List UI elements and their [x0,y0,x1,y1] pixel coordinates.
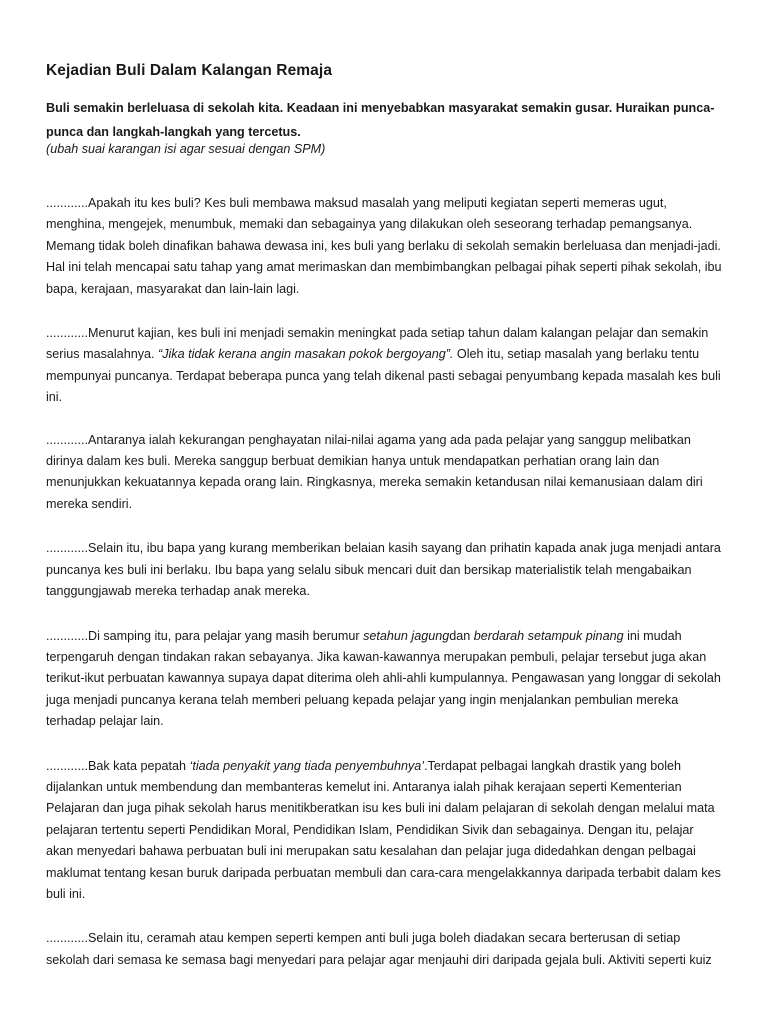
paragraph [46,193,724,300]
idiom-phrase: berdarah setampuk pinang [473,628,624,643]
paragraph-text: ............Menurut kajian, kes buli ini menjadi semakin meningkat pada setiap tahun dalam kalangan pelajar dan semakin serius masalahnya. [46,326,709,362]
essay-body [46,193,724,994]
paragraph [46,430,724,516]
paragraph-text: ............Di samping itu, para pelajar yang masih berumur [46,628,364,643]
idiom-phrase: setahun jagung [363,628,450,643]
paragraph-text: .Terdapat pelbagai langkah drastik yang boleh dijalankan untuk membendung dan membanteras kemelut ini. Antaranya ialah pihak kerajaan seperti Kementerian Pelajaran dan juga pihak sekolah harus menitikberatkan isu kes buli ini dalam pelajaran di sekolah dengan melalui mata pelajaran tertentu seperti Pendidikan Moral, Pendidikan Islam, Pendidikan Sivik dan sebagainya. Dengan itu, pelajar akan menyedari bahawa perbuatan buli ini merupakan satu kesalahan dan pelajar juga didedahkan dengan pelbagai maklumat tentang kesan buruk daripada perbuatan membuli dan cara-cara mengelakkannya daripada terbabit dalam kes buli ini. [46,758,721,901]
paragraph-text: ............Bak kata pepatah [46,758,190,773]
paragraph-text: ............Selain itu, ceramah atau kempen seperti kempen anti buli juga boleh diadakan secara berterusan di setiap sekolah dari semasa ke semasa bagi menyedari para pelajar agar menjauhi diri daripada gejala buli. Aktiviti seperti kuiz [46,931,712,967]
paragraph-text: ini mudah terpengaruh dengan tindakan rakan sebayanya. Jika kawan-kawannya merupakan pembuli, pelajar tersebut juga akan terikut-ikut perbuatan kawannya supaya dapat diterima oleh ahli-ahli kumpulannya. Pengawasan yang longgar di sekolah juga menjadi puncanya kerana telah memberi peluang kepada pelajar yang ingin menjalankan pembulian mereka terhadap pelajar lain. [46,628,721,729]
paragraph-text: ............Antaranya ialah kekurangan penghayatan nilai-nilai agama yang ada pada pelajar yang sanggup melibatkan dirinya dalam kes buli. Mereka sanggup berbuat demikian hanya untuk mendapatkan perhatian orang lain dan menunjukkan kekuatannya kepada orang lain. Ringkasnya, mereka semakin ketandusan nilai kemanusiaan dalam diri mereka sendiri. [46,432,703,511]
paragraph [46,626,724,733]
paragraph [46,538,724,602]
essay-question: Buli semakin berleluasa di sekolah kita. Keadaan ini menyebabkan masyarakat semakin gusar. Huraikan punca-punca dan langkah-langkah yang tercetus. [46,101,715,139]
adaptation-note: (ubah suai karangan isi agar sesuai dengan SPM) [46,142,326,156]
paragraph [46,323,724,409]
paragraph [46,756,724,906]
paragraph-text: Oleh itu, setiap masalah yang berlaku tentu mempunyai puncanya. Terdapat beberapa punca yang telah dikenal pasti sebagai penyumbang kepada masalah kes buli ini. [46,347,721,405]
document-title: Kejadian Buli Dalam Kalangan Remaja [46,62,333,79]
proverb-quote: “Jika tidak kerana angin masakan pokok bergoyang”. [158,347,454,362]
paragraph-text: ............Selain itu, ibu bapa yang kurang memberikan belaian kasih sayang dan prihatin kapada anak juga menjadi antara puncanya kes buli ini berlaku. Ibu bapa yang selalu sibuk mencari duit dan bersikap materialistik telah mengabaikan tanggungjawab mereka terhadap anak mereka. [46,541,721,599]
paragraph-text: dan [449,628,474,643]
paragraph [46,928,724,971]
proverb-quote: ‘tiada penyakit yang tiada penyembuhnya’ [189,758,425,773]
paragraph-text: ............Apakah itu kes buli? Kes buli membawa maksud masalah yang meliputi kegiatan seperti memeras ugut, menghina, mengejek, menumbuk, memaki dan sebagainya yang dilakukan oleh seseorang terhadap pemangsanya. Memang tidak boleh dinafikan bahawa dewasa ini, kes buli yang berlaku di sekolah semakin berleluasa dan menjadi-jadi. Hal ini telah mencapai satu tahap yang amat merimaskan dan membimbangkan pelbagai pihak seperti pihak sekolah, ibu bapa, kerajaan, masyarakat dan lain-lain lagi. [46,196,722,296]
